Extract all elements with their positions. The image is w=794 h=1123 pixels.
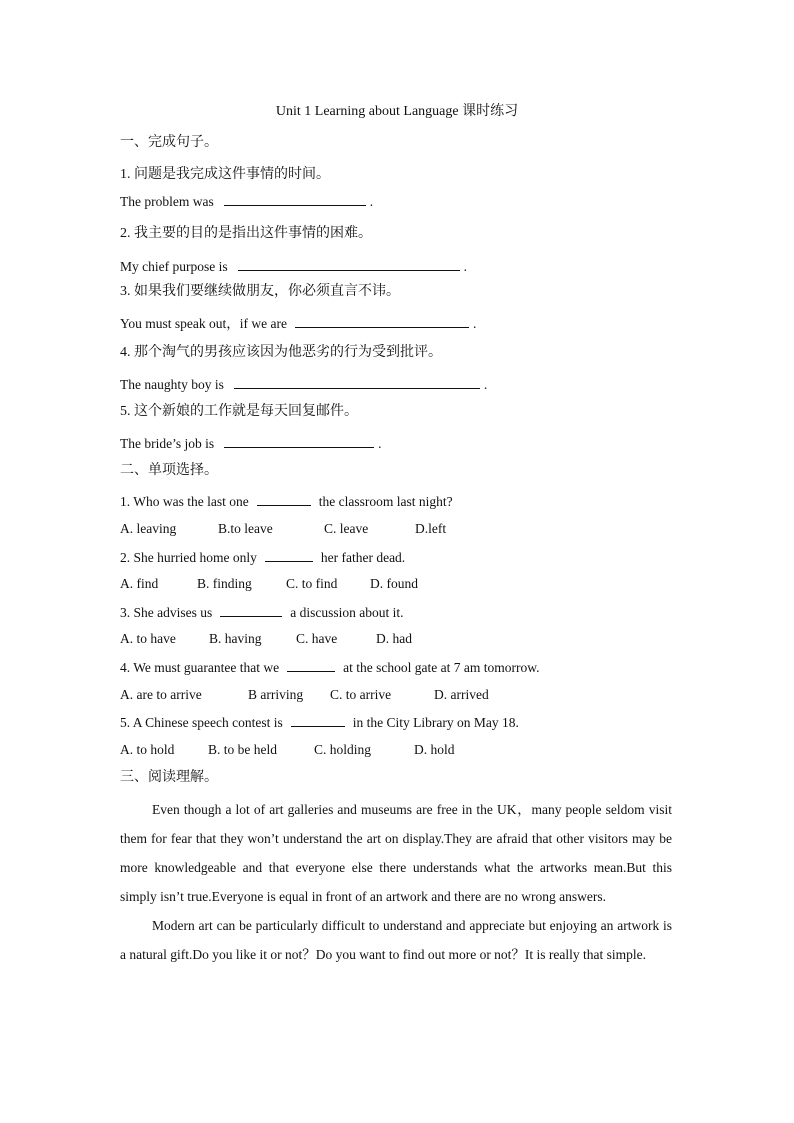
sentence-1-english xyxy=(120,192,373,211)
sentence-3-prompt: You must speak out，if we are xyxy=(120,316,287,331)
section3-heading: 三、阅读理解。 xyxy=(120,770,218,785)
sentence-1-answer-blank[interactable] xyxy=(224,192,366,206)
mc-question-4-option-b[interactable]: B arriving xyxy=(248,687,304,702)
reading-paragraph-1: Even though a lot of art galleries and museums are free in the UK，many people seldom visit them for fear that they won’t understand the art on display.They are afraid that other visitors may be more knowledgeable and that everyone else there understands what the artworks mean.But this simply isn’t true.Everyone is equal in front of an artwork and there are no wrong answers. xyxy=(120,802,672,904)
sentence-5-answer-blank[interactable] xyxy=(224,434,374,448)
mc-question-2-option-a[interactable]: A. find xyxy=(120,576,159,591)
mc-question-5-option-c[interactable]: C. holding xyxy=(314,742,372,757)
page-title: Unit 1 Learning about Language 课时练习 xyxy=(275,104,519,119)
reading-paragraph-2: Modern art can be particularly difficult to understand and appreciate but enjoying an artwork is a natural gift.Do you like it or not？Do you want to find out more or not？It is really that simple. xyxy=(120,918,672,962)
mc-question-4-rest: at the school gate at 7 am tomorrow. xyxy=(343,660,540,675)
mc-question-5-option-a[interactable]: A. to hold xyxy=(120,742,175,757)
mc-question-2-options xyxy=(120,575,418,593)
mc-question-1-options xyxy=(120,520,446,538)
mc-question-5-blank[interactable] xyxy=(291,713,345,727)
sentence-1-prompt: The problem was xyxy=(120,194,214,209)
mc-question-3-options xyxy=(120,630,412,648)
sentence-3-answer-blank[interactable] xyxy=(295,314,469,328)
sentence-3-end: . xyxy=(472,316,477,331)
mc-question-5-option-b[interactable]: B. to be held xyxy=(208,742,277,757)
mc-question-1 xyxy=(120,492,453,511)
mc-question-3-option-b[interactable]: B. having xyxy=(209,631,262,646)
mc-question-3-option-c[interactable]: C. have xyxy=(296,631,338,646)
mc-question-5 xyxy=(120,713,519,732)
mc-question-3-stem: 3. She advises us xyxy=(120,605,213,620)
sentence-2-chinese: 2. 我主要的目的是指出这件事情的困难。 xyxy=(120,226,372,241)
reading-passage xyxy=(120,795,672,969)
mc-question-3 xyxy=(120,603,404,622)
mc-question-1-rest: the classroom last night? xyxy=(318,494,453,509)
mc-question-1-option-b[interactable]: B.to leave xyxy=(218,521,273,536)
sentence-5-end: . xyxy=(378,436,382,451)
mc-question-5-rest: in the City Library on May 18. xyxy=(352,715,519,730)
sentence-5-english xyxy=(120,434,382,453)
mc-question-4 xyxy=(120,658,539,677)
mc-question-4-options xyxy=(120,686,489,704)
mc-question-5-options xyxy=(120,741,455,759)
mc-question-4-option-a[interactable]: A. are to arrive xyxy=(120,687,202,702)
mc-question-5-stem: 5. A Chinese speech contest is xyxy=(120,715,283,730)
mc-question-4-stem: 4. We must guarantee that we xyxy=(120,660,280,675)
sentence-2-answer-blank[interactable] xyxy=(238,257,460,271)
mc-question-2 xyxy=(120,548,405,567)
sentence-4-prompt: The naughty boy is xyxy=(120,377,224,392)
sentence-4-english xyxy=(120,375,487,394)
sentence-1-chinese: 1. 问题是我完成这件事情的时间。 xyxy=(120,167,330,182)
mc-question-5-option-d[interactable]: D. hold xyxy=(414,742,455,757)
mc-question-4-option-d[interactable]: D. arrived xyxy=(434,687,489,702)
sentence-4-end: . xyxy=(483,377,488,392)
sentence-1-end: . xyxy=(369,194,374,209)
mc-question-2-option-d[interactable]: D. found xyxy=(370,576,418,591)
mc-question-2-rest: her father dead. xyxy=(320,550,406,565)
mc-question-3-option-a[interactable]: A. to have xyxy=(120,631,176,646)
sentence-5-prompt: The bride’s job is xyxy=(120,436,215,451)
mc-question-4-blank[interactable] xyxy=(287,658,335,672)
sentence-2-english xyxy=(120,257,467,276)
mc-question-1-blank[interactable] xyxy=(257,492,311,506)
section2-heading: 二、单项选择。 xyxy=(120,463,218,478)
mc-question-2-option-b[interactable]: B. finding xyxy=(197,576,252,591)
sentence-3-english xyxy=(120,314,476,333)
mc-question-1-option-a[interactable]: A. leaving xyxy=(120,521,177,536)
sentence-2-prompt: My chief purpose is xyxy=(120,259,228,274)
mc-question-2-blank[interactable] xyxy=(265,548,313,562)
mc-question-3-rest: a discussion about it. xyxy=(290,605,404,620)
mc-question-3-option-d[interactable]: D. had xyxy=(376,631,412,646)
sentence-2-end: . xyxy=(463,259,467,274)
sentence-5-chinese: 5. 这个新娘的工作就是每天回复邮件。 xyxy=(120,404,358,419)
sentence-3-chinese: 3. 如果我们要继续做朋友，你必须直言不讳。 xyxy=(120,284,400,299)
mc-question-1-option-c[interactable]: C. leave xyxy=(324,521,369,536)
mc-question-1-stem: 1. Who was the last one xyxy=(120,494,249,509)
mc-question-4-option-c[interactable]: C. to arrive xyxy=(330,687,392,702)
mc-question-2-stem: 2. She hurried home only xyxy=(120,550,257,565)
sentence-4-chinese: 4. 那个淘气的男孩应该因为他恶劣的行为受到批评。 xyxy=(120,345,442,360)
sentence-4-answer-blank[interactable] xyxy=(234,375,480,389)
mc-question-3-blank[interactable] xyxy=(220,603,282,617)
mc-question-1-option-d[interactable]: D.left xyxy=(415,521,447,536)
mc-question-2-option-c[interactable]: C. to find xyxy=(286,576,338,591)
section1-heading: 一、完成句子。 xyxy=(120,135,218,150)
